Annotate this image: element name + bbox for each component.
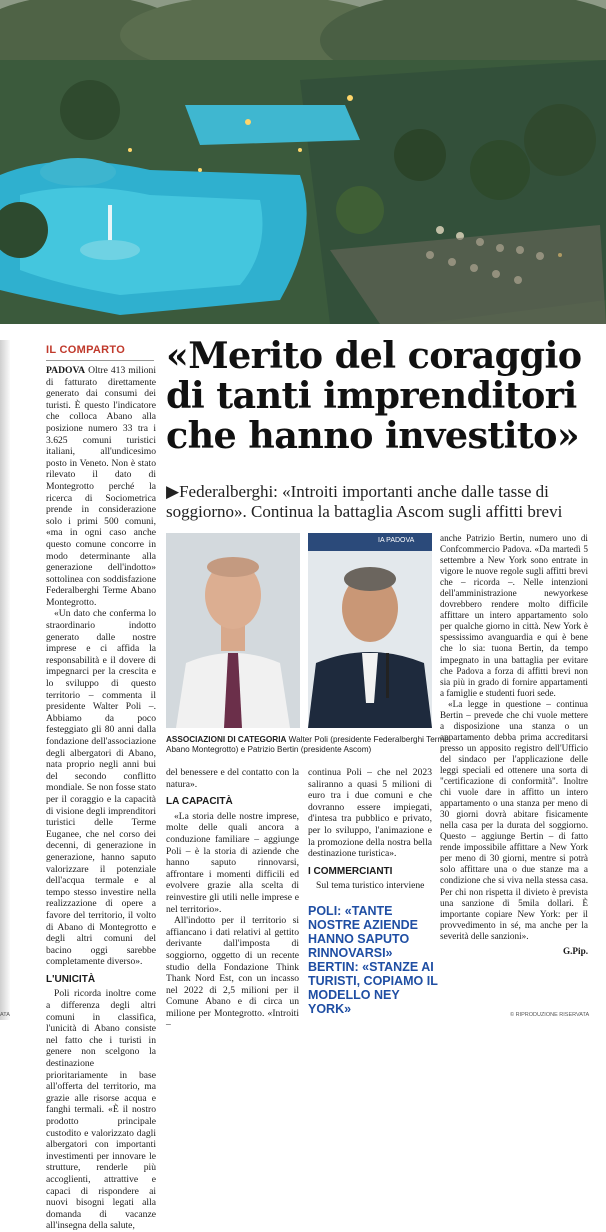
resort-illustration	[0, 0, 606, 324]
column-4	[440, 533, 588, 957]
column-1	[46, 365, 156, 1232]
col2-paragraph-3: All'indotto per il territorio si affiancano i dati relativi al gettito derivante dall'imposta di soggiorno, oggetto di un recente studio della Fondazione Think Thank Nord Est, con un incasso nel 2022 di 2,5 milioni per il Comune Abano e di circa un milione per Montegrotto. «Introiti –	[166, 915, 299, 1031]
photo2-banner-text: IA PADOVA	[378, 537, 415, 544]
signature: G.Pip.	[562, 945, 588, 956]
adjacent-article-edge	[0, 340, 10, 1020]
dateline: PADOVA	[46, 365, 86, 376]
pull-quote: POLI: «TANTE NOSTRE AZIENDE HANNO SAPUTO RINNOVARSI» BERTIN: «STANZE AI TURISTI, COPIAMO IL MODELLO NEY YORK»	[308, 904, 438, 1016]
col1-paragraph-3: Poli ricorda inoltre come a differenza degli altri comuni in classifica, l'unicità di Abano consiste nel fatto che i turisti in genere non scelgono la destinazione prioritariamente in base all'offerta del territorio, ma grazie alle risorse acqua e fanghi termali. «È il nostro prodotto principale custodito e valorizzato dagli albergatori con importanti investimenti per innovare le strutture, renderle più accoglienti, attrattive e capaci di rispondere ai nuovi bisogni legati alla domanda di vacanze all'insegna della salute,	[46, 988, 156, 1232]
photo-caption	[166, 735, 466, 755]
caption-lead: ASSOCIAZIONI DI CATEGORIA	[166, 735, 287, 744]
photo-patrizio-bertin	[308, 533, 432, 728]
col1-paragraph-1: Oltre 413 milioni di fatturato direttamente generato dai consumi dei turisti. È questo l'indicatore che colloca Abano alla posizione numero 33 tra i 3.625 comuni turistici italiani, all'undicesimo posto in Veneto. Non è stato rilevato il dato di Montegrotto perché la ricerca di Sociometrica prende in considerazione solo i primi 500 comuni, «ma in ogni caso anche questo comune concorre in modo determinante alla generazione dell'indotto» sottolinea con soddisfazione Federalberghi Terme Abano Montegrotto.	[46, 365, 156, 608]
col4-paragraph-1: anche Patrizio Bertin, numero uno di Confcommercio Padova. «Da martedì 5 settembre a New York sono entrate in vigore le nuove regole sugli affitti brevi che – ricorda –. Nelle intenzioni dell'amministrazione newyorkese dovrebbero rendere molto difficile affittare un intero appartamento solo per qualche giorno in città. New York è spessissimo avanguardia e qui è bene che lo sia: tuona Bertin, da tempo impegnato in una battaglia per evitare che Padova a forza di affitti brevi non sia più in grado di fornire appartamenti a famiglie e studenti fuori sede.	[440, 533, 588, 698]
col3-paragraph-1: continua Poli – che nel 2023 saliranno a quasi 5 milioni di euro tra i due comuni e che dovranno essere impiegati, d'intesa tra pubblico e privato, per lo sviluppo, l'animazione e la promozione della nostra bella destinazione turistica».	[308, 767, 432, 860]
hero-photo-thermal-resort	[0, 0, 606, 324]
upper-pool	[185, 105, 360, 145]
col1-paragraph-2: «Un dato che conferma lo straordinario indotto generato dalle nostre imprese e ci affida la responsabilità e il dovere di impegnarci per la crescita e lo sviluppo di questo territorio – commenta il presidente Walter Poli –. Abbiamo da poco festeggiato gli 80 anni dalla fondazione dell'associazione degli albergatori di Abano, nata proprio negli anni bui del secondo conflitto mondiale. Se non fosse stato per il coraggio e la capacità di visione degli imprenditori turistici delle Terme Euganee, che nel corso dei decenni, di generazione in generazione, hanno saputo valorizzare il potenziale dell'acqua termale e al tempo stesso investire nella realizzazione di opere a favore del territorio, il volto di Abano di Montegrotto e degli altri comuni del bacino oggi sarebbe completamente diverso».	[46, 608, 156, 968]
col2-paragraph-2: «La storia delle nostre imprese, molte delle quali ancora a conduzione familiare – aggiunge Poli – è la storia di aziende che hanno saputo rinnovarsi, affrontare i momenti difficili ed evolvere grazie alla scelta di reinvestire gli utili nelle imprese e nel territorio».	[166, 810, 299, 915]
deck: ▶Federalberghi: «Introiti importanti anche dalle tasse di soggiorno». Continua la battaglia Ascom sugli affitti brevi	[166, 482, 563, 521]
footer-copyright: © RIPRODUZIONE RISERVATA	[510, 1012, 590, 1018]
footer-left-fragment: ATA	[0, 1012, 10, 1018]
col2-subhead: LA CAPACITÀ	[166, 796, 233, 808]
col3-paragraph-2: Sul tema turistico interviene	[316, 880, 425, 892]
col2-paragraph-1: del benessere e del contatto con la natura».	[166, 767, 299, 790]
column-3	[308, 767, 432, 892]
col1-subhead: L'UNICITÀ	[46, 973, 96, 985]
caption-text: Walter Poli (presidente Federalberghi Terme Abano Montegrotto) e Patrizio Bertin (presidente Ascom)	[166, 735, 449, 754]
photo-walter-poli	[166, 533, 300, 728]
col4-paragraph-2: «La legge in questione – continua Bertin – prevede che chi vuole mettere a disposizione una stanza o un appartamento debba prima accreditarsi presso un apposito registro dell'Ufficio del sindaco per l'applicazione delle leggi speciali ed ottenere una sorta di "certificazione di conformità". Inoltre chi vuole dare in affitto un intero appartamento o una stanza per meno di 30 giorni dovrà abitare fisicamente nella casa per la durata del soggiorno. Questo – aggiunge Bertin – di fatto rende impossibile affittare a New York per meno di 30 giorni, mentre si potrà solo affittare una o due stanze ma a condizione che si viva nella stessa casa. Per chi non rispetta il divieto è prevista una sanzione di 5mila dollari. È importante copiare New York: per il provvedimento in sé, ma anche per la severità delle sanzioni».	[440, 698, 588, 941]
headline: «Merito del coraggio di tanti imprenditori che hanno investito»	[166, 334, 582, 457]
col3-subhead: I COMMERCIANTI	[308, 865, 393, 877]
section-rule	[46, 360, 154, 361]
column-2	[166, 767, 299, 1031]
section-label: IL COMPARTO	[46, 344, 126, 356]
